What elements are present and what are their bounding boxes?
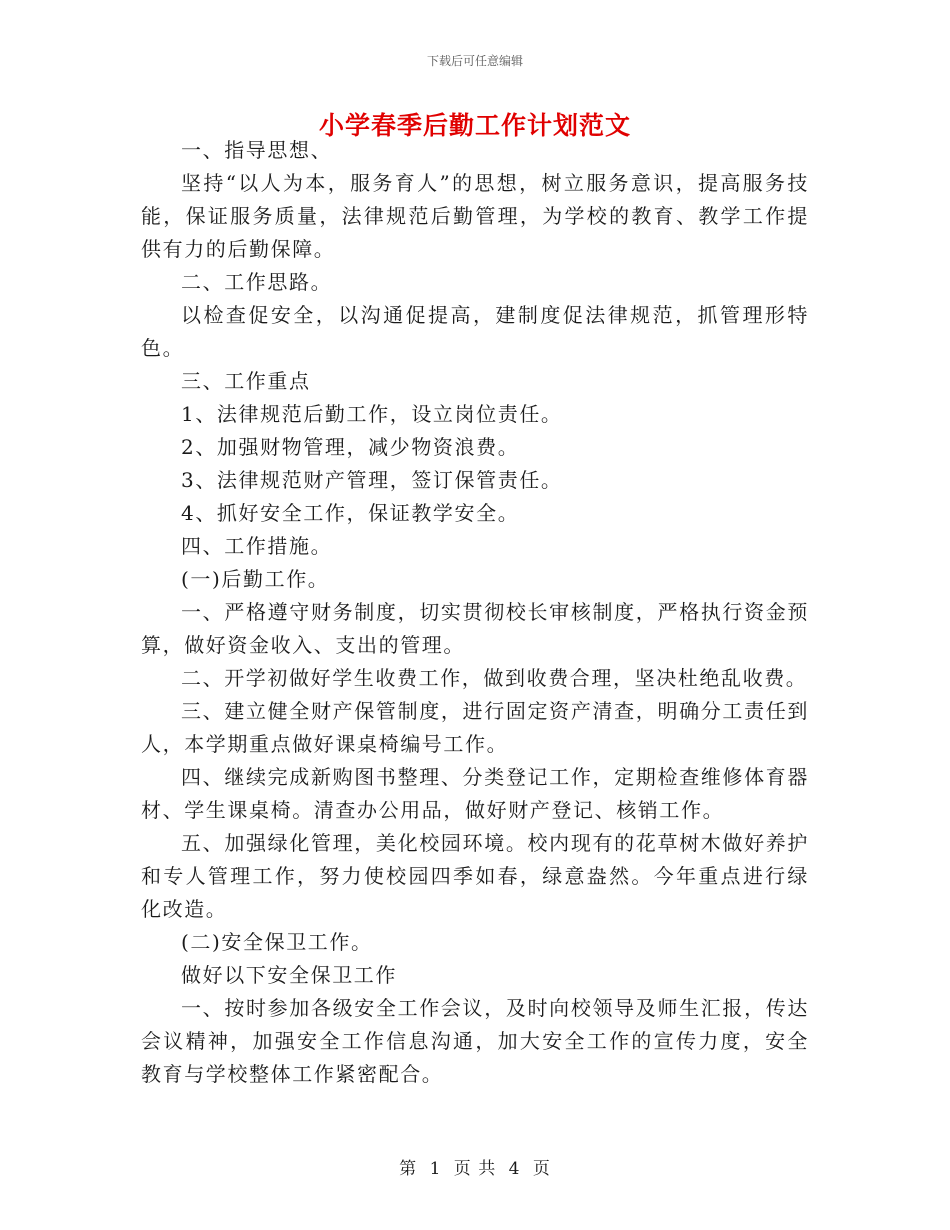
paragraph-work-measures: 四、工作措施。	[181, 534, 333, 558]
paragraph: 以检查促安全，以沟通促提高，建制度促法律规范，抓管理形特色。	[141, 303, 809, 360]
paragraph: 二、开学初做好学生收费工作，做到收费合理，坚决杜绝乱收费。	[181, 666, 808, 690]
page-footer	[0, 1154, 950, 1179]
total-page-count: 4	[508, 1159, 521, 1179]
document-body	[141, 134, 809, 1091]
paragraph: 坚持“以人为本，服务育人”的思想，树立服务意识，提高服务技能，保证服务质量，法律规范后勤管理，为学校的教育、教学工作提供有力的后勤保障。	[141, 171, 809, 261]
header-note: 下载后可任意编辑	[426, 54, 523, 68]
list-item: 3、法律规范财产管理，签订保管责任。	[181, 468, 563, 492]
paragraph: 三、建立健全财产保管制度，进行固定资产清查，明确分工责任到人，本学期重点做好课桌椅编号工作。	[141, 699, 809, 756]
list-item: 2、加强财物管理，减少物资浪费。	[181, 435, 520, 459]
paragraph: 五、加强绿化管理，美化校园环境。校内现有的花草树木做好养护和专人管理工作，努力使校园四季如春，绿意盎然。今年重点进行绿化改造。	[141, 831, 809, 921]
current-page-number: 1	[429, 1159, 442, 1179]
paragraph-logistics-heading: (一)后勤工作。	[181, 567, 330, 591]
paragraph: 一、严格遵守财务制度，切实贯彻校长审核制度，严格执行资金预算，做好资金收入、支出的管理。	[141, 600, 809, 657]
paragraph-security-heading: (二)安全保卫工作。	[181, 930, 373, 954]
paragraph: 一、按时参加各级安全工作会议，及时向校领导及师生汇报，传达会议精神，加强安全工作信息沟通，加大安全工作的宣传力度，安全教育与学校整体工作紧密配合。	[141, 996, 809, 1086]
document-title: 小学春季后勤工作计划范文	[318, 111, 631, 140]
page-label-mid: 页 共	[453, 1159, 497, 1179]
page-label-prefix: 第	[399, 1159, 418, 1179]
paragraph: 做好以下安全保卫工作	[181, 963, 397, 987]
list-item: 4、抓好安全工作，保证教学安全。	[181, 501, 520, 525]
page-label-suffix: 页	[532, 1159, 551, 1179]
paragraph-work-approach: 二、工作思路。	[181, 270, 333, 294]
paragraph: 四、继续完成新购图书整理、分类登记工作，定期检查维修体育器材、学生课桌椅。清查办公用品，做好财产登记、核销工作。	[141, 765, 809, 822]
list-item: 1、法律规范后勤工作，设立岗位责任。	[181, 402, 563, 426]
paragraph-guiding-ideology: 一、指导思想、	[181, 138, 333, 162]
paragraph-work-focus: 三、工作重点	[181, 369, 311, 393]
